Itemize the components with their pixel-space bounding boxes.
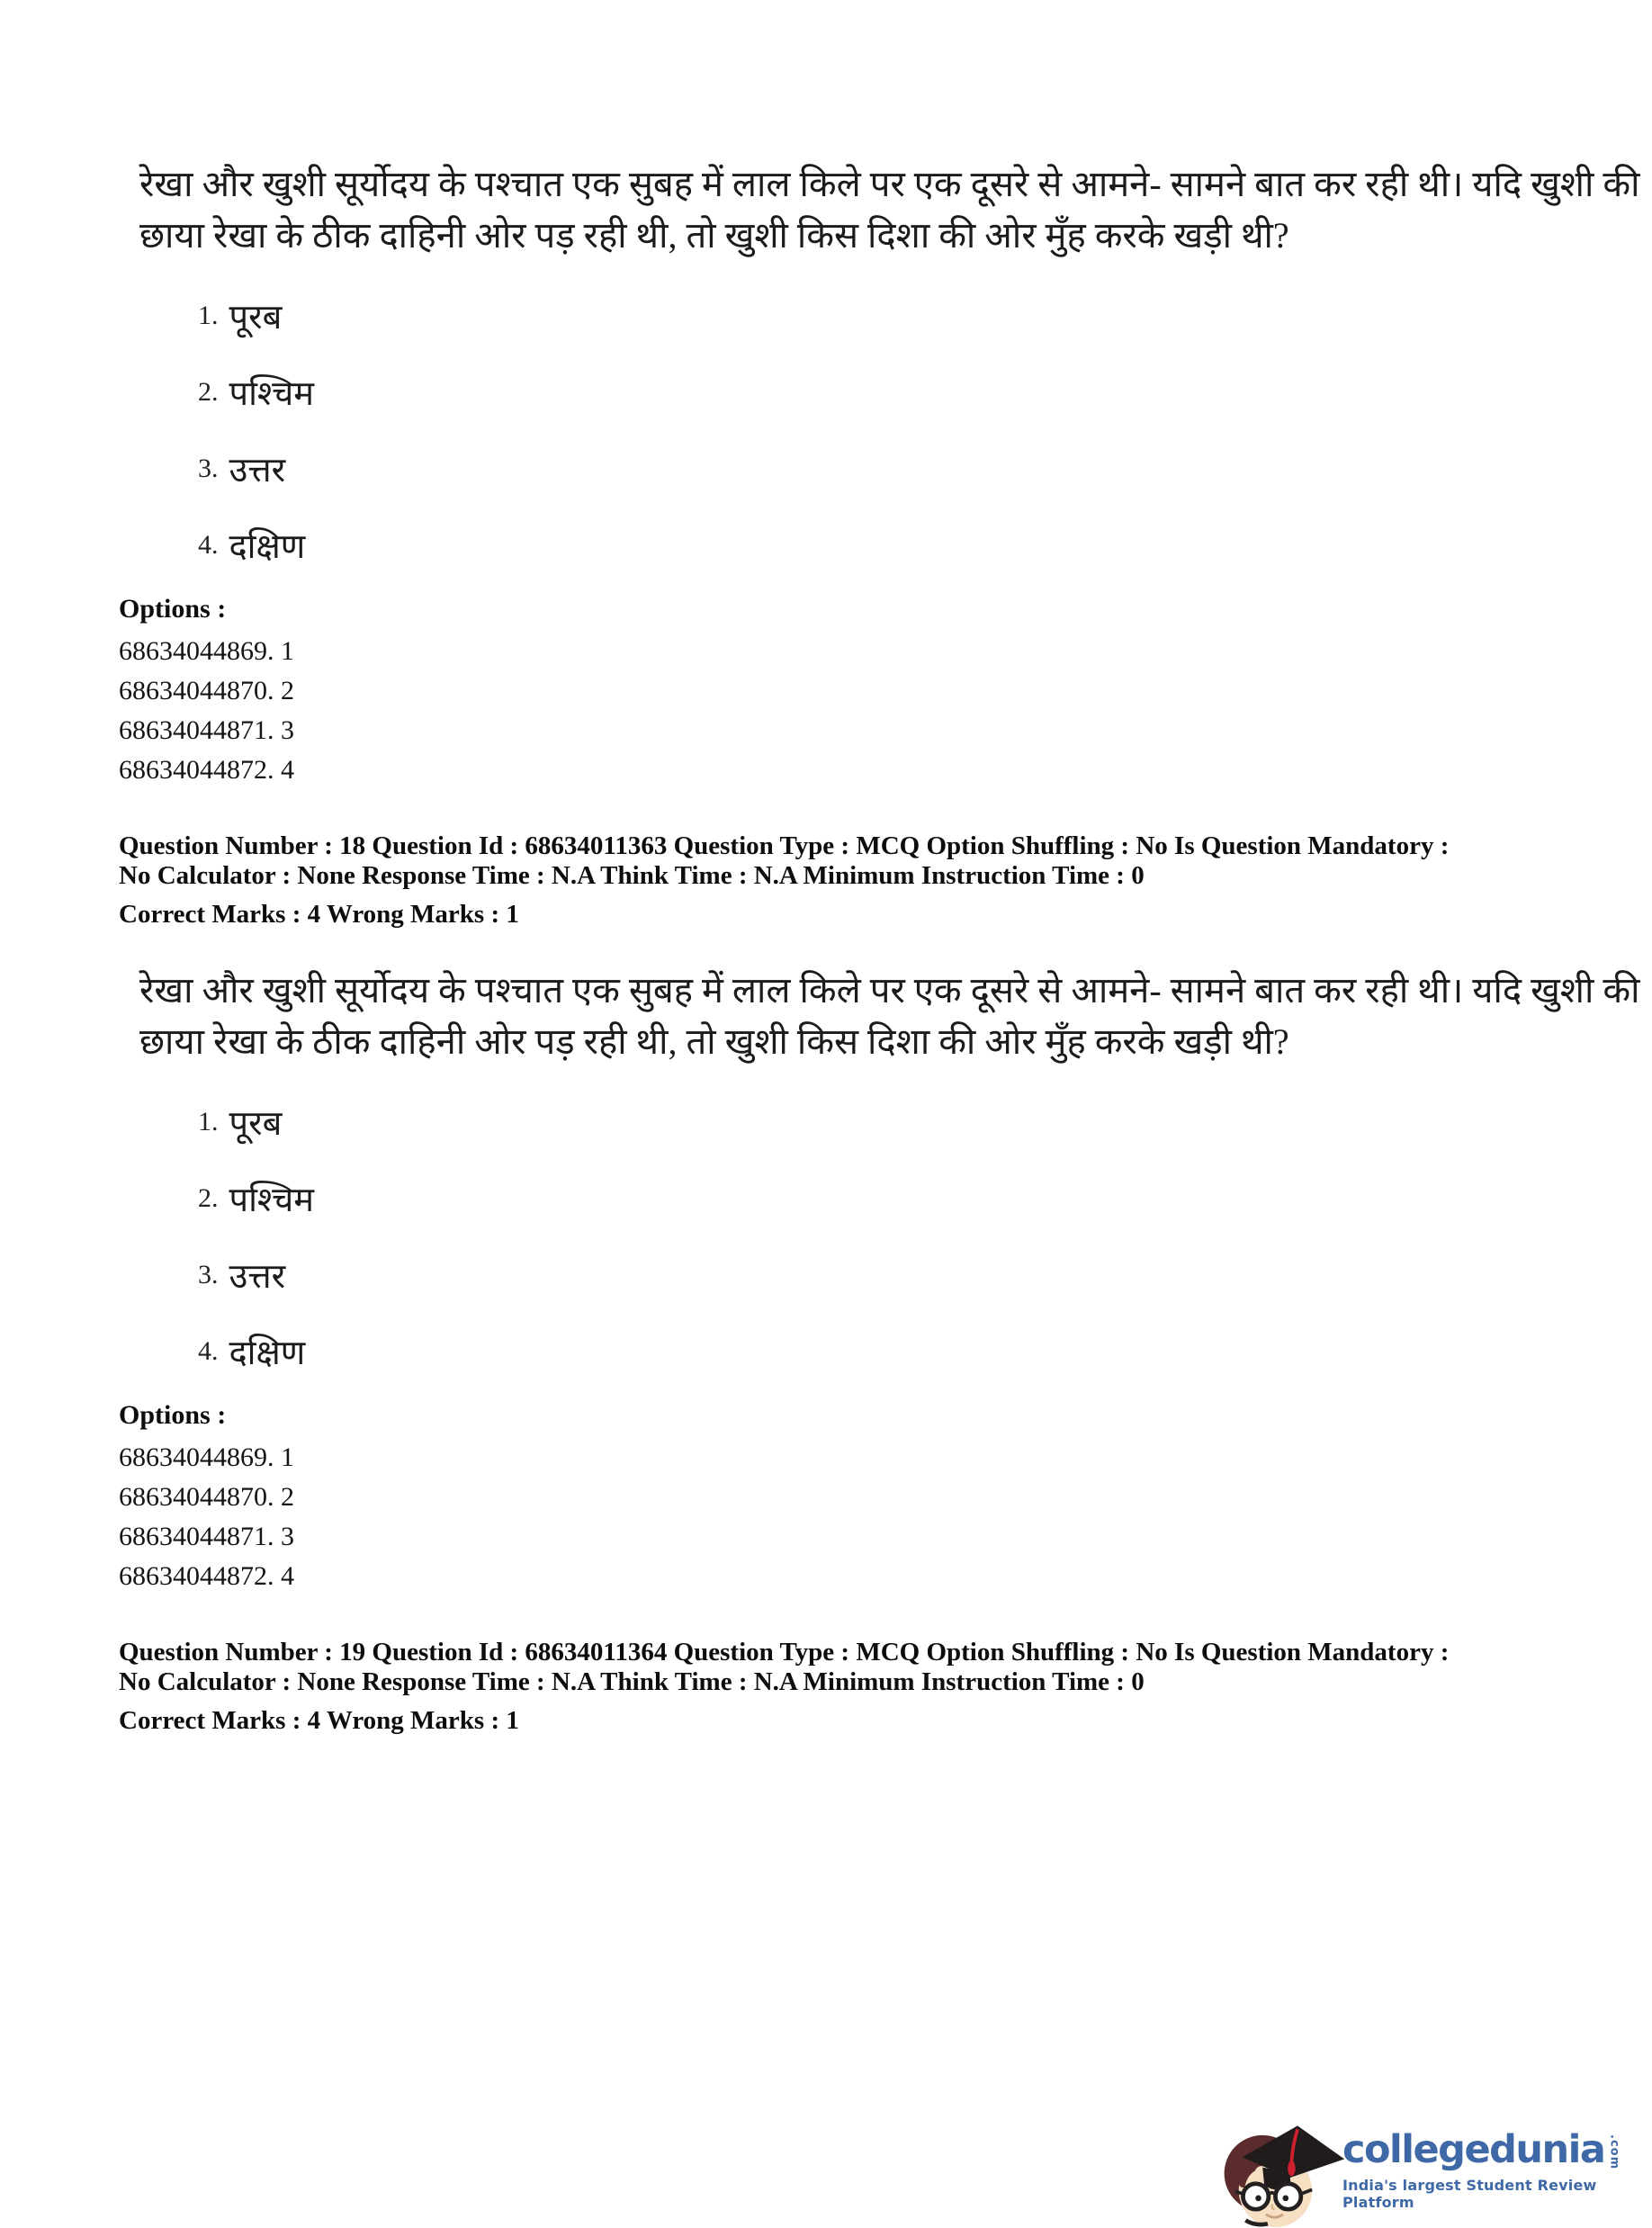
options-heading: Options : [119, 594, 227, 624]
question-text [139, 965, 1652, 1067]
option-label: पूरब [229, 1104, 283, 1143]
option-id-list [0, 1438, 1652, 1596]
logo-text-group [1342, 2116, 1652, 2211]
option-label: दक्षिण [229, 527, 306, 566]
question-text-line: छाया रेखा के ठीक दाहिनी ओर पड़ रही थी, तो खुशी किस दिशा की ओर मुँह करके खड़ी थी? [139, 215, 1289, 256]
option-label: पश्चिम [229, 374, 314, 413]
question-text [139, 158, 1652, 261]
collegedunia-logo [1218, 2116, 1652, 2228]
option-label: पूरब [229, 298, 283, 337]
question-meta-line: Question Number : 19 Question Id : 68634011364 Question Type : MCQ Option Shuffling : No Is Question Mandatory : [119, 1638, 1450, 1667]
question-block [0, 965, 1652, 1736]
option-number: 3. [198, 1259, 219, 1289]
option-number: 4. [198, 1335, 219, 1366]
option-number: 1. [198, 1106, 219, 1136]
option-row [198, 1174, 1652, 1222]
option-id: 68634044871. 3 [119, 1522, 294, 1551]
marks-line: Correct Marks : 4 Wrong Marks : 1 [119, 900, 519, 929]
option-row [198, 1327, 1652, 1375]
option-label: उत्तर [229, 1257, 286, 1296]
logo-brand-text: collegedunia [1342, 2127, 1605, 2172]
logo-tagline: India's largest Student Review Platform [1342, 2177, 1597, 2211]
collegedunia-mascot-icon [1218, 2116, 1346, 2228]
question-meta [0, 1638, 1652, 1697]
options-heading: Options : [119, 1400, 227, 1430]
option-id-list [0, 632, 1652, 790]
question-text-line: रेखा और खुशी सूर्योदय के पश्चात एक सुबह में लाल किले पर एक दूसरे से आमने- सामने बात कर रही थी। यदि खुशी की [139, 970, 1640, 1011]
option-list [0, 1098, 1652, 1375]
option-id: 68634044872. 4 [119, 1561, 294, 1591]
option-label: दक्षिण [229, 1334, 306, 1372]
option-number: 4. [198, 529, 219, 560]
question-block [0, 158, 1652, 930]
question-text-line: छाया रेखा के ठीक दाहिनी ओर पड़ रही थी, तो खुशी किस दिशा की ओर मुँह करके खड़ी थी? [139, 1021, 1289, 1062]
option-label: उत्तर [229, 451, 286, 490]
option-row [198, 292, 1652, 339]
option-id: 68634044869. 1 [119, 1442, 294, 1472]
option-list [0, 292, 1652, 569]
question-meta-line: No Calculator : None Response Time : N.A Think Time : N.A Minimum Instruction Time : 0 [119, 861, 1145, 890]
option-row [198, 1098, 1652, 1145]
option-row [198, 368, 1652, 416]
option-label: पश्चिम [229, 1181, 314, 1219]
question-meta [0, 831, 1652, 891]
option-number: 2. [198, 376, 219, 407]
question-text-line: रेखा और खुशी सूर्योदय के पश्चात एक सुबह में लाल किले पर एक दूसरे से आमने- सामने बात कर रही थी। यदि खुशी की [139, 164, 1640, 204]
marks-line: Correct Marks : 4 Wrong Marks : 1 [119, 1706, 519, 1735]
option-id: 68634044872. 4 [119, 755, 294, 785]
option-row [198, 1251, 1652, 1298]
option-id: 68634044870. 2 [119, 676, 294, 705]
question-meta-line: Question Number : 18 Question Id : 68634011363 Question Type : MCQ Option Shuffling : No Is Question Mandatory : [119, 831, 1450, 860]
option-row [198, 445, 1652, 492]
option-row [198, 521, 1652, 569]
logo-domain-text: .com [1607, 2134, 1621, 2170]
question-meta-line: No Calculator : None Response Time : N.A Think Time : N.A Minimum Instruction Time : 0 [119, 1667, 1145, 1696]
option-number: 2. [198, 1182, 219, 1213]
option-id: 68634044871. 3 [119, 715, 294, 745]
option-number: 3. [198, 453, 219, 483]
option-id: 68634044870. 2 [119, 1482, 294, 1512]
option-id: 68634044869. 1 [119, 636, 294, 666]
option-number: 1. [198, 300, 219, 330]
